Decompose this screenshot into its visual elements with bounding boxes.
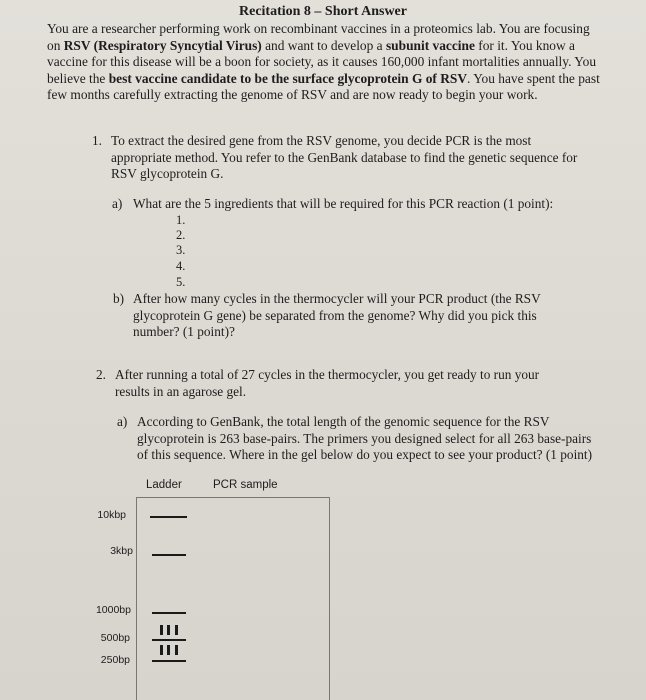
page-title: Recitation 8 – Short Answer [239, 4, 407, 19]
hand-mark-3 [175, 625, 178, 635]
ladder-band-1000bp [152, 612, 186, 614]
hand-mark-4 [160, 645, 163, 655]
intro-text-4: . You have spent the past few months carefully extracting the genome of RSV and are now ready to begin your work. [47, 70, 600, 102]
q1b-text: After how many cycles in the thermocycler will your PCR product (the RSV glycoprotein G gene) be separated from the genome? Why did you pick this number? (1 point)? [133, 291, 541, 339]
intro-text-1: You are a researcher performing work on recombinant vaccines in a proteomics lab. You are focusing on [47, 21, 590, 53]
sample-header: PCR sample [213, 479, 278, 491]
intro-text-2: and want to develop a [261, 37, 386, 53]
q1a-text: What are the 5 ingredients that will be required for this PCR reaction (1 point): [133, 196, 554, 211]
q1b-label: b) [113, 291, 125, 306]
intro-rsv: RSV (Respiratory Syncytial Virus) [63, 37, 262, 53]
q2a-text: According to GenBank, the total length of the genomic sequence for the RSV glycoprotein is 263 base-pairs. The primers you designed select for all 263 base-pairs of this sequence. Where in the gel below do you expect to see your product? (1 point) [137, 414, 593, 462]
hand-mark-1 [160, 625, 163, 635]
q1a-item-4: 4. [176, 259, 186, 273]
ladder-band-10kbp [150, 516, 187, 518]
gel-box [136, 497, 330, 700]
q1-text: To extract the desired gene from the RSV genome, you decide PCR is the most appropriate method. You refer to the GenBank database to find the genetic sequence for RSV glycoprotein G. [111, 133, 578, 181]
ladder-band-500bp [152, 639, 186, 641]
band-label-500bp: 500bp [100, 632, 130, 644]
intro-text-3: for it. You know a vaccine for this disease will be a boon for society, as it causes 160,000 infant mortalities annually. You believe the [47, 37, 597, 86]
q2a-label: a) [117, 414, 128, 429]
ladder-header: Ladder [146, 479, 182, 491]
intro-subunit: subunit vaccine [385, 37, 475, 53]
hand-mark-6 [175, 645, 178, 655]
q1-number: 1. [92, 133, 102, 148]
q2-text: After running a total of 27 cycles in the thermocycler, you get ready to run your results in an agarose gel. [115, 367, 540, 399]
q1a-item-2: 2. [176, 228, 186, 242]
band-label-3kbp: 3kbp [110, 545, 133, 557]
hand-mark-2 [167, 625, 170, 635]
hand-mark-5 [167, 645, 170, 655]
intro-candidate: best vaccine candidate to be the surface glycoprotein G of RSV [108, 70, 468, 86]
band-label-250bp: 250bp [100, 654, 130, 666]
q2-number: 2. [96, 367, 106, 382]
intro-paragraph [47, 21, 603, 104]
q1a-label: a) [112, 196, 123, 211]
ladder-band-250bp [152, 660, 186, 662]
q1a-item-1: 1. [176, 213, 186, 227]
q1a-item-3: 3. [176, 243, 186, 257]
band-label-1000bp: 1000bp [95, 604, 131, 616]
ladder-band-3kbp [152, 554, 186, 556]
q1a-item-5: 5. [176, 275, 186, 289]
band-label-10kbp: 10kbp [97, 509, 126, 521]
